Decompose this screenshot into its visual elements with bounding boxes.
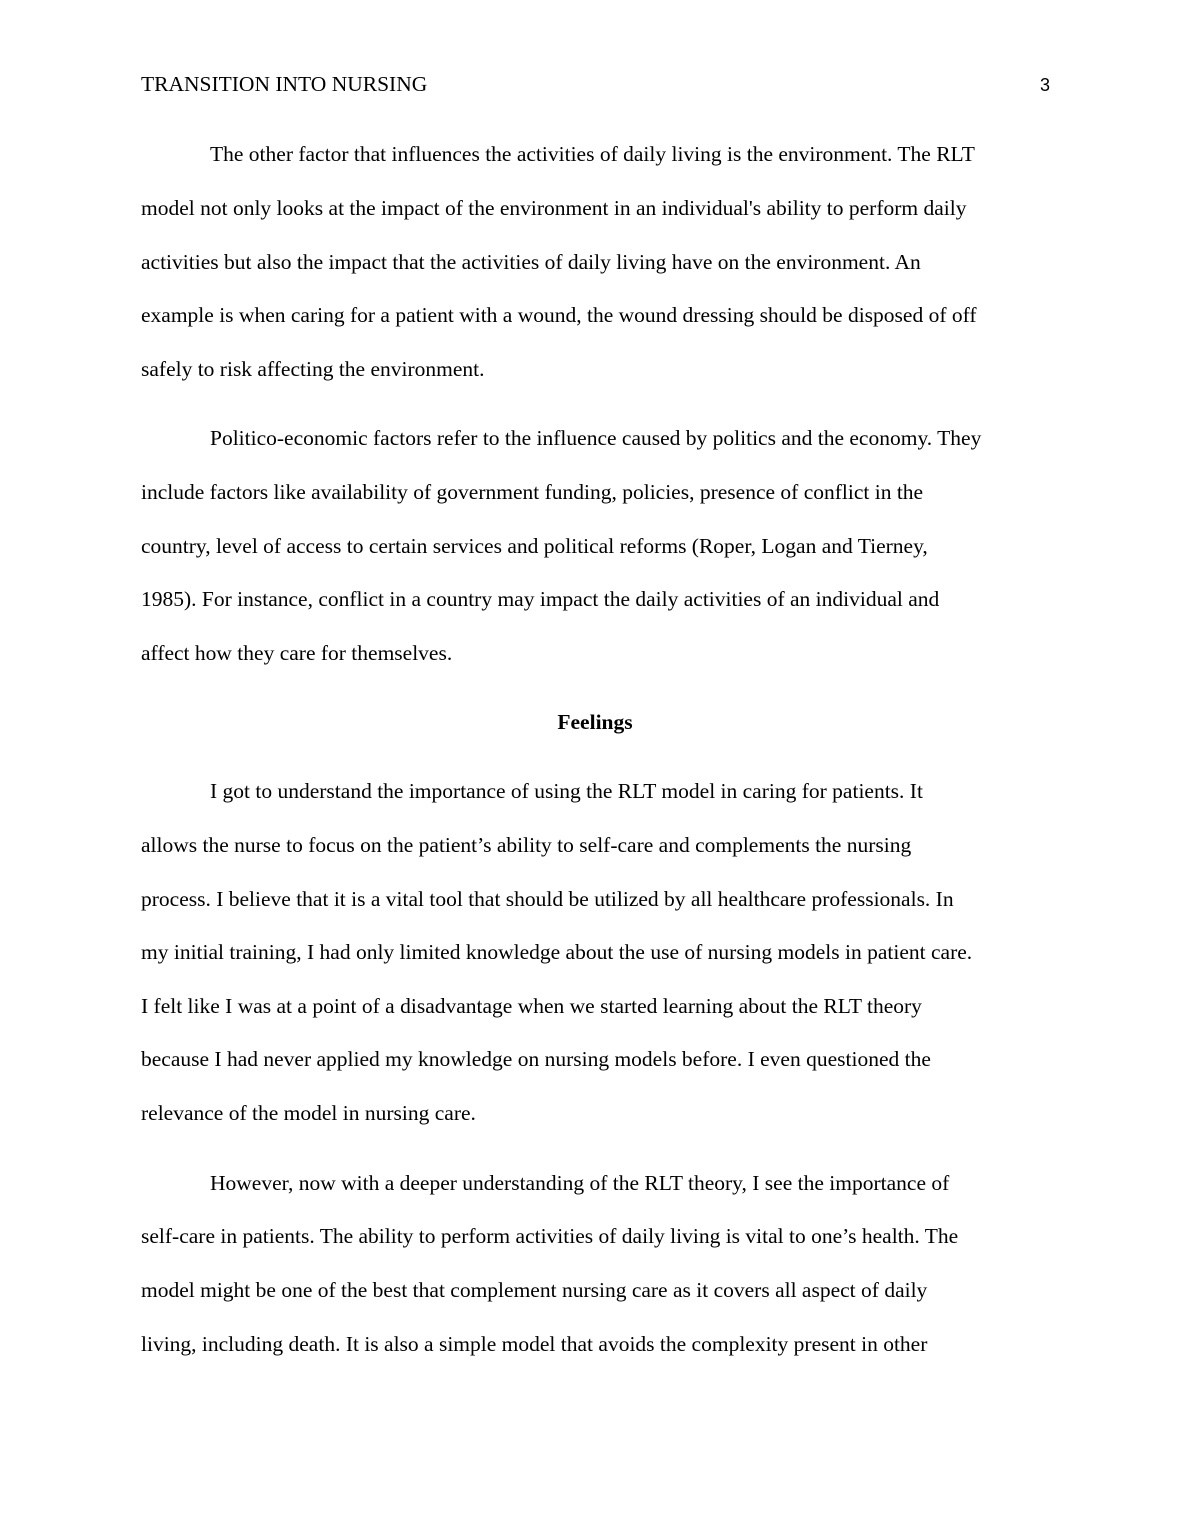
paragraph-line: I got to understand the importance of using the RLT model in caring for patients. It <box>210 779 923 803</box>
paragraph-line: affect how they care for themselves. <box>141 641 453 665</box>
paragraph-line: country, level of access to certain services and political reforms (Roper, Logan and Tierney, <box>141 534 928 558</box>
page-number: 3 <box>1039 75 1050 95</box>
paragraph-line: safely to risk affecting the environment. <box>141 357 485 381</box>
paragraph-line: allows the nurse to focus on the patient’s ability to self-care and complements the nursing <box>141 833 912 857</box>
paragraph-line: living, including death. It is also a simple model that avoids the complexity present in other <box>141 1332 928 1356</box>
paragraph-line: because I had never applied my knowledge on nursing models before. I even questioned the <box>141 1047 931 1071</box>
paragraph-line: example is when caring for a patient with a wound, the wound dressing should be disposed of off <box>141 303 977 327</box>
paragraph-line: include factors like availability of government funding, policies, presence of conflict in the <box>141 480 924 504</box>
paragraph-line: However, now with a deeper understanding of the RLT theory, I see the importance of <box>210 1171 950 1195</box>
paragraph-line: model might be one of the best that complement nursing care as it covers all aspect of daily <box>141 1278 928 1302</box>
paragraph-line: my initial training, I had only limited knowledge about the use of nursing models in patient care. <box>141 940 973 964</box>
paragraph-line: activities but also the impact that the activities of daily living have on the environment. An <box>141 250 921 274</box>
paragraph-line: 1985). For instance, conflict in a country may impact the daily activities of an individual and <box>141 587 940 611</box>
paragraph-line: Politico-economic factors refer to the influence caused by politics and the economy. They <box>210 426 982 450</box>
running-head: TRANSITION INTO NURSING <box>141 72 428 96</box>
paragraph-line: relevance of the model in nursing care. <box>141 1101 476 1125</box>
section-heading-feelings: Feelings <box>557 710 633 734</box>
paragraph-line: self-care in patients. The ability to perform activities of daily living is vital to one’s health. The <box>141 1224 959 1248</box>
paragraph-line: The other factor that influences the activities of daily living is the environment. The RLT <box>210 142 975 166</box>
paragraph-line: model not only looks at the impact of the environment in an individual's ability to perform daily <box>141 196 967 220</box>
paragraph-line: process. I believe that it is a vital tool that should be utilized by all healthcare professionals. In <box>141 887 954 911</box>
paragraph-line: I felt like I was at a point of a disadvantage when we started learning about the RLT theory <box>141 994 922 1018</box>
